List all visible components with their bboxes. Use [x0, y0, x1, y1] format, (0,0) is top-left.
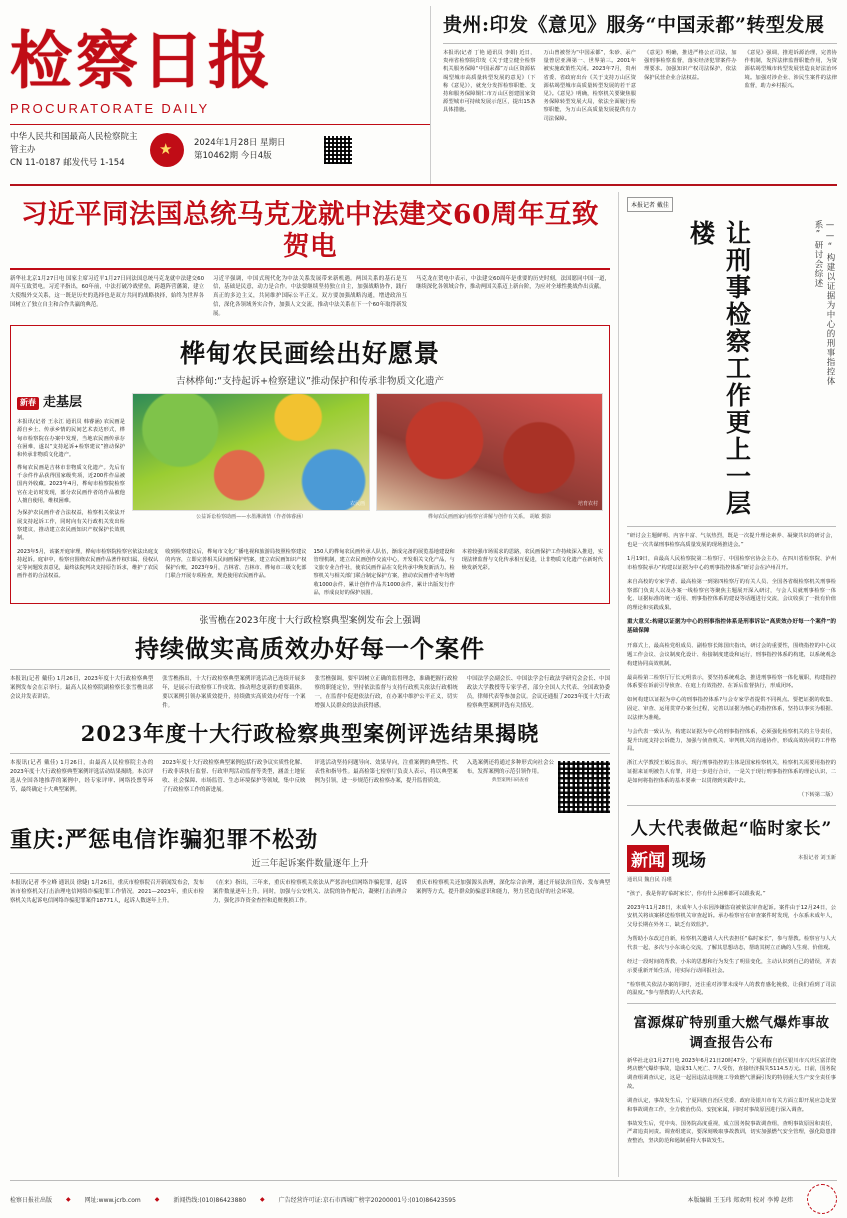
masthead-right: [430, 6, 837, 184]
deck2-col-2: 张雪樵指出，十大行政检察典型案例评选活动已连续开展多年，是展示行政检察工作成效、推动理念更新的重要载体。要以案例引领办案质效提升，持续做实高质效办好每一个案件。: [162, 676, 306, 709]
rail-headline-wrap: [627, 216, 836, 526]
rail-headline-3[interactable]: 富源煤矿特别重大燃气爆炸事故调查报告公布: [633, 1015, 830, 1052]
deck2-col-1: 本报讯(记者 戴佳) 1月26日，2023年度十大行政检察典型案例发布会在京举行。最高人民检察院副检察长张雪樵出席会议并发表讲话。: [10, 676, 154, 700]
feature-headline[interactable]: 桦甸农民画绘出好愿景: [179, 339, 440, 369]
section-badge: [17, 393, 125, 414]
feature-left-p1: 本报讯(记者 王永江 通讯员 韩睿涵) 农民画是源自乡土、传承乡情的民间艺术表达形式，桦甸市检察院在办案中发现，当地农民画传承存在困难，遂以“支持起诉+检察建议”推动保护和传承非物质文化遗产。: [17, 419, 125, 459]
rail-byline-2a: 本报记者 刘玉新: [798, 855, 836, 862]
news-flag-red: 新闻: [627, 845, 669, 872]
feature-bottom-col-2: 收到检察建议后，桦甸市文化广播电视和旅游局按照检察建议的内容，立即完善相关民间画保护档案，建立农民画知识产权保护台账，2023年9月，吉林省、吉林市、桦甸市三级文化部门联合开展专项检查，规范使用农民画作品。: [165, 548, 307, 580]
deck3-col-3: 评选活动坚持问题导向、效果导向，注重案例的典型性、代表性和指导性。最高检第七检察厅负责人表示，将以典型案例为引领，进一步规范行政检察办案，提升监督质效。: [314, 760, 458, 784]
rail-byline-2b: 通讯员 魏自民 冯瑾: [627, 876, 672, 883]
feature-bottom-col-1: 2023年5月，该案开庭审理，桦甸市检察院检察官依法出庭支持起诉。庭审中，检察官围绕农民画作品著作权归属、侵权认定等问题发表意见，最终法院判决支持原告诉求，维护了农民画作者的合法权益。: [17, 548, 159, 580]
photo2-overlay-text: 培育农村: [577, 501, 598, 508]
deck4-body: [10, 879, 610, 905]
rail-rule-2: [627, 805, 836, 806]
lead-col-3: 马克龙在贺电中表示，中法建交60周年是重要的历史时刻，法国愿同中国一道，继续深化各领域合作，推动两国关系迈上新台阶，为应对全球性挑战作出贡献。: [416, 275, 610, 291]
rail-report-p3: 事故发生后，党中央、国务院高度重视，成立国务院事故调查组，查明事故原因和责任，严肃追责问责。调查组建议，要深刻吸取事故教训，切实加强燃气安全管理，强化隐患排查整治，坚决防范和遏制重特大事故发生。: [627, 1120, 836, 1145]
deck2-col-4: 中国法学会副会长、中国法学会行政法学研究会会长、中国政法大学教授等专家学者，部分全国人大代表、全国政协委员，律师代表等参加会议。会议还通报了2023年度十大行政检察典型案例评选有关情况。: [466, 676, 610, 709]
deck4-headline[interactable]: 重庆:严惩电信诈骗犯罪不松劲: [10, 827, 319, 854]
feature-bottom-col-4: 本着较强市场需求的思路，农民画保护工作持续深入推进，实现法律监督与文化传承相互促进，让非物质文化遗产在新时代焕发新光彩。: [461, 548, 603, 572]
deck4-col-2: 《在来》指出，三年来，重庆市检察机关依法从严惩治电信网络诈骗犯罪，起诉案件数量逐年上升。同时，加强与公安机关、法院的协作配合，凝聚打击治理合力，强化涉诈资金查控和追赃挽损工作。: [213, 880, 407, 904]
issue-number: 第10462期 今日4版: [194, 151, 272, 162]
masthead-meta: [10, 131, 430, 169]
rail-byline-1: 本报记者 戴佳: [627, 197, 673, 212]
cn-code: CN 11-0187 邮发代号 1-154: [10, 157, 125, 168]
feature-box: [10, 325, 610, 604]
masthead-divider: [10, 124, 430, 125]
publisher-line: 中华人民共和国最高人民检察院主管主办: [10, 132, 138, 155]
deck4-rule: [10, 873, 610, 874]
deck2-col-3: 张雪樵强调，要牢固树立正确的监督理念，准确把握行政检察的职能定位，坚持依法监督与支持行政机关依法行政相统一，在监督中促进依法行政，在办案中维护公平正义，切实增强人民群众的法治获得感。: [314, 676, 458, 709]
deck3-body: [10, 759, 610, 815]
deck3-rule: [10, 753, 610, 754]
rail-headline-2[interactable]: 人大代表做起“临时家长”: [630, 818, 833, 839]
deck3-qr-code-icon[interactable]: [558, 761, 610, 813]
deck2-rule: [10, 669, 610, 670]
procuratorate-emblem-icon: [150, 133, 184, 167]
photo-row: [132, 393, 603, 511]
rail-scene-p1: “孩子，我是你的‘临时家长’，你有什么困难都可以跟我说。”: [627, 890, 766, 897]
qr-code-icon[interactable]: [324, 136, 352, 164]
rail-report-p1: 新华社北京1月27日电 2023年6月21日20时47分，宁夏回族自治区银川市兴庆区富洋烧烤店燃气爆炸事故，造成31人死亡、7人受伤，直接经济损失5114.5万元。日前，国务院调查组调查认定，这是一起因违法违规施工导致燃气泄漏引发的特别重大生产安全责任事故。: [627, 1057, 836, 1090]
feature-left-p2: 桦甸农民画是吉林市非物质文化遗产。先后有千余件作品获得国家级奖项，近200件作品被国内外收藏。2023年4月，桦甸市检察院检察官在走访时发现，部分农民画作者的作品被他人擅自使用，维权困难。: [17, 464, 125, 504]
photo2-caption: 桦甸农民画画家向检察官讲解与创作有关系。 胡敏 摄影: [427, 514, 552, 521]
rail-continued-note[interactable]: （下转第二版）: [798, 791, 836, 798]
top-story-col-4: 《意见》强调，推进诉源治理，完善协作机制，发挥法律监督职能作用，为资源枯竭型城市转型发展营造良好法治环境。加强对涉企业、涉民生案件的法律监督，助力乡村振兴。: [744, 50, 837, 89]
page-footer: 检察日报社出版 ◆ 网址:www.jcrb.com ◆ 新闻热线:(010)86423880 ◆ 广告经营许可证:京石市西城广榜字20200001号:(010)86423595 本版编辑 王玉玮 郑欢明 校对 李博 赵炜: [10, 1180, 837, 1214]
footer-publisher: 检察日报社出版: [10, 1196, 53, 1204]
rail-p8: 浙江大学教授王敏远表示，现行刑事指控的主体是国家检察机关，检察机关需要用指控的证据来证明被告人有罪，并进一步进行合计，一是关于现行刑事指控体系的理论认识，二是如何将指控体系的基本要素一以贯彻到实践中去。: [627, 760, 836, 784]
rail-p5: 最高检第二检察厅厅长元明表示，要坚持系统观念，推进刑事检察一体化履职，构建指控体系要在诉前引导侦查、在庭上有效指控、在诉后监督执行，形成闭环。: [627, 674, 836, 690]
rail-headline-1[interactable]: 让刑事检察工作更上一层楼: [686, 220, 752, 517]
feature-left-column: [17, 393, 125, 542]
deck4-col-1: 本报讯(记者 李立峰 通讯员 徐婕) 1月26日，重庆市检察院召开新闻发布会，发布该市检察机关打击治理电信网络诈骗犯罪工作情况。2021—2023年，重庆市检察机关共起诉电信网络诈骗犯罪案件18771人，起诉人数逐年上升。: [10, 880, 204, 904]
rail-scene-p2: 2023年11月28日，未成年人小东因涉嫌盗窃被依法审查起诉。案件由于12月24日，公安机关将该案移送检察机关审查起诉。承办检察官在审查案件时发现，小东系未成年人，父母长期在外务工，缺乏有效监护。: [627, 904, 836, 928]
page-body: [10, 192, 837, 1177]
top-story-col-3: 《意见》明确，推进严格公正司法，加强刑事检察监督，落实经济犯罪案件办理要求。加强知识产权司法保护，依法保护民营企业合法权益。: [644, 50, 737, 81]
lead-rule: [10, 268, 610, 270]
photo-farmer-painting: [132, 393, 370, 511]
rail-p4: 开幕式上，最高检党组成员、副检察长陈国庆指出，研讨会的重要性，围绕指控的中心议题工作会议、会议制度化设计、衔接制度建设和运行，刑事指控体系的构建，以系统观念构建协同高效机制。: [627, 643, 836, 667]
top-story-col-1: 本报讯(记者 丁艳 通讯员 李娟) 近日，贵州省检察院印发《关于建立健全检察机关服务保障“中国汞都”万山区资源枯竭型城市高质量转型发展的意见》（下称《意见》），就充分发挥检察职能、支持和服务保障铜仁市万山区创建国家资源型城市可持续发展示范区，提出15条具体措施。: [443, 50, 536, 114]
paper-title: 检察日报: [10, 24, 275, 97]
deck3-headline[interactable]: 2023年度十大行政检察典型案例评选结果揭晓: [80, 721, 540, 747]
rail-p7: 与会代表一致认为，构建以证据为中心的刑事指控体系，必须强化检察机关的主导责任，提升出庭支持公诉能力，加强与侦查机关、审判机关的沟通协作，形成高效协同的工作格局。: [627, 728, 836, 753]
deck3-qr-caption: 典型案例扫码查看: [491, 777, 529, 783]
rail-p6: 如何构建以证据为中心的刑事指控体系?与会专家学者提供不同视点。要把证据的收集、固定、审查、运用贯穿办案全过程，完善以证据为核心的指控体系，坚持以事实为根据、以法律为准绳。: [627, 697, 836, 721]
deck4-subhead: 近三年起诉案件数量逐年上升: [251, 859, 369, 870]
deck3-col-4-text: 入选案例还将通过多种形式向社会公布，发挥案例的示范引领作用。: [466, 760, 554, 776]
deck2-kicker: 张雪樵在2023年度十大行政检察典型案例发布会上强调: [199, 616, 421, 627]
lead-headline[interactable]: 习近平同法国总统马克龙就中法建交60周年互致贺电: [21, 199, 599, 262]
rail-p3: 来自高校的专家学者、最高检第一到第四检察厅的有关人员、全国各省级检察机关刑事检察部门负责人以及办案一线检察官等聚焦主题展开深入研讨，与会人员就刑事检察一体化、证据标准的统一适用、刑事指控体系的建设等话题进行交流，会议收获了一批有价值的理论和实践成果。: [627, 578, 836, 612]
feature-left-p3: 为保护农民画作者合法权益，检察机关依法开展支持起诉工作，同时向有关行政机关发出检察建议，推动建立农民画知识产权保护长效机制。: [17, 510, 125, 542]
footer-hotline: 新闻热线:(010)86423880: [173, 1196, 247, 1204]
feature-bottom-columns: [17, 548, 603, 598]
badge-grassroots-label: 走基层: [43, 395, 83, 411]
deck4-col-3: 重庆市检察机关还加强源头治理，深化综合治理，通过开展法治宣传、发布典型案例等方式，提升群众防骗意识和能力，努力营造良好的社会环境。: [416, 880, 610, 896]
rail-rule-1: [627, 526, 836, 527]
rail-p1: “研讨会主题鲜明、内容丰富、气氛热烈，既是一次提升理论素养、凝聚共识的研讨会，也是一次共谋刑事检察高质量发展的现场推进会。”: [627, 533, 836, 549]
rail-scene-p4: 经过一段时间的帮教，小东的思想和行为发生了明显变化，主动认识到自己的错误，并表示要重新开始生活，用实际行动回报社会。: [627, 958, 836, 974]
photo1-caption: 公益诉讼检察助画——水墨淋漓情（作者韩睿涵）: [196, 514, 307, 521]
deck3-col-4: [467, 759, 610, 815]
photo-prosecutors-visit: [376, 393, 603, 511]
feature-body: [17, 393, 603, 542]
top-story-columns: [443, 49, 837, 123]
footer-ad-license: 广告经营许可证:京石市西城广榜字20200001号:(010)86423595: [278, 1196, 456, 1204]
seal-icon: [807, 1184, 837, 1214]
footer-editors: 本版编辑 王玉玮 郑欢明 校对 李博 赵炜: [687, 1196, 793, 1204]
rail-p2: 1月19日，由最高人民检察院第二检察厅、中国检察官协会主办，在四川省检察院、泸州市检察院承办“构建以证据为中心的刑事指控体系”研讨会在泸州召开。: [627, 556, 836, 571]
badge-new-spring: 新春: [17, 397, 39, 410]
masthead-left: [10, 6, 430, 184]
left-column: [10, 192, 610, 1177]
top-story-col-2: 万山曾被誉为“中国汞都”，朱砂、汞产量曾居亚洲第一、世界第三。2001年被实施政策性关闭。2023年7月，贵州省委、省政府出台《关于支持万山区资源枯竭型城市高质量转型发展的若干意见》。《意见》明确，检察机关要聚焦服务保障转型发展大局，依法全面履行检察职能，为万山区高质量发展提供有力司法保障。: [543, 50, 636, 122]
feature-subhead: 吉林桦甸:“支持起诉+检察建议”推动保护和传承非物质文化遗产: [175, 376, 444, 388]
rail-subhead-1: ——“构建以证据为中心的刑事指控体系”研讨会综述: [813, 220, 835, 386]
feature-bottom-col-3: 150人的桦甸农民画传承人队伍，渐成完备的展览基地建设和管理机制，建立农民画创作交流中心，开发相关文化产品，与文旅专业合作社，使农民画作品在文化传承中焕发新活力。检察机关与相关部门联合制定保护方案，推动农民画作者年均增收1000余件，累计创作作品共1000余件，累计出版发行作品，形成良好的保护氛围。: [313, 548, 455, 597]
footer-website[interactable]: 网址:www.jcrb.com: [84, 1196, 141, 1204]
rail-report-p2: 调查认定，事故发生后，宁夏回族自治区党委、政府及银川市有关方面立即开展应急处置和事故调查工作，全力救治伤员、安抚家属，同时对事故原因进行深入调查。: [627, 1097, 836, 1113]
top-story-headline: 贵州:印发《意见》服务“中国汞都”转型发展: [443, 6, 837, 44]
rail-subhead-2: 重大意义:构建以证据为中心的刑事指控体系是刑事诉讼“高质效办好每一个案件”的基础保障: [627, 619, 836, 635]
lead-col-2: 习近平强调，中国式现代化为中法关系发展带来新机遇。两国关系的基石是互信，基础是民意，动力是合作。中法要继续坚持独立自主，加强战略协作，践行真正的多边主义，共同维护国际公平正义。双方要加强战略沟通，增进政治互信，深化各领域务实合作，加强人文交流，推动中法关系在下一个60年取得新发展。: [213, 275, 407, 317]
news-scene-flag: [627, 845, 836, 872]
paper-title-latin: PROCURATORATE DAILY: [10, 101, 210, 117]
lead-col-1: 新华社北京1月27日电 国家主席习近平1月27日同法国总统马克龙就中法建交60周年互致贺电。习近平指出，60年前，中法打破冷战壁垒，跨越阵营藩篱，建立大使级外交关系，这一既是历史的选择也是双方共同的战略抉择，始终为世界各国树立了独立自主和合作共赢的典范。: [10, 275, 204, 308]
lead-body: [10, 275, 610, 319]
news-flag-black: 现场: [672, 850, 706, 871]
deck2-body: [10, 675, 610, 710]
rail-scene-p3: 为帮助小东改过自新，检察机关邀请人大代表担任“临时家长”，参与帮教。检察官与人大代表一起，多次与小东谈心交流，了解其思想动态，帮助其树立正确的人生观、价值观。: [627, 936, 836, 951]
rail-rule-3: [627, 1003, 836, 1004]
feature-photos: [132, 393, 603, 542]
deck3-col-2: 2023年度十大行政检察典型案例包括行政争议实质性化解、行政非诉执行监督、行政审判活动监督等类型，涵盖土地征收、社会保障、市场监管、生态环境保护等领域，集中反映了行政检察工作的新进展。: [162, 760, 306, 793]
issue-date: 2024年1月28日 星期日: [194, 138, 286, 149]
masthead: [10, 6, 837, 186]
photo1-overlay-text: 农民画: [350, 501, 366, 508]
deck3-col-1: 本报讯(记者 戴佳) 1月26日，由最高人民检察院主办的2023年度十大行政检察典型案例评选活动结果揭晓。本次评选从全国各地推荐的案例中，经专家评审、网络投票等环节，最终确定十大典型案例。: [10, 760, 154, 793]
right-rail: [618, 192, 836, 1177]
deck2-headline[interactable]: 持续做实高质效办好每一个案件: [135, 634, 485, 664]
rail-scene-p5: “检察机关依法办案的同时，还注重对涉罪未成年人的教育感化挽救，让我们看到了司法的温度。”参与帮教的人大代表说。: [627, 981, 836, 997]
